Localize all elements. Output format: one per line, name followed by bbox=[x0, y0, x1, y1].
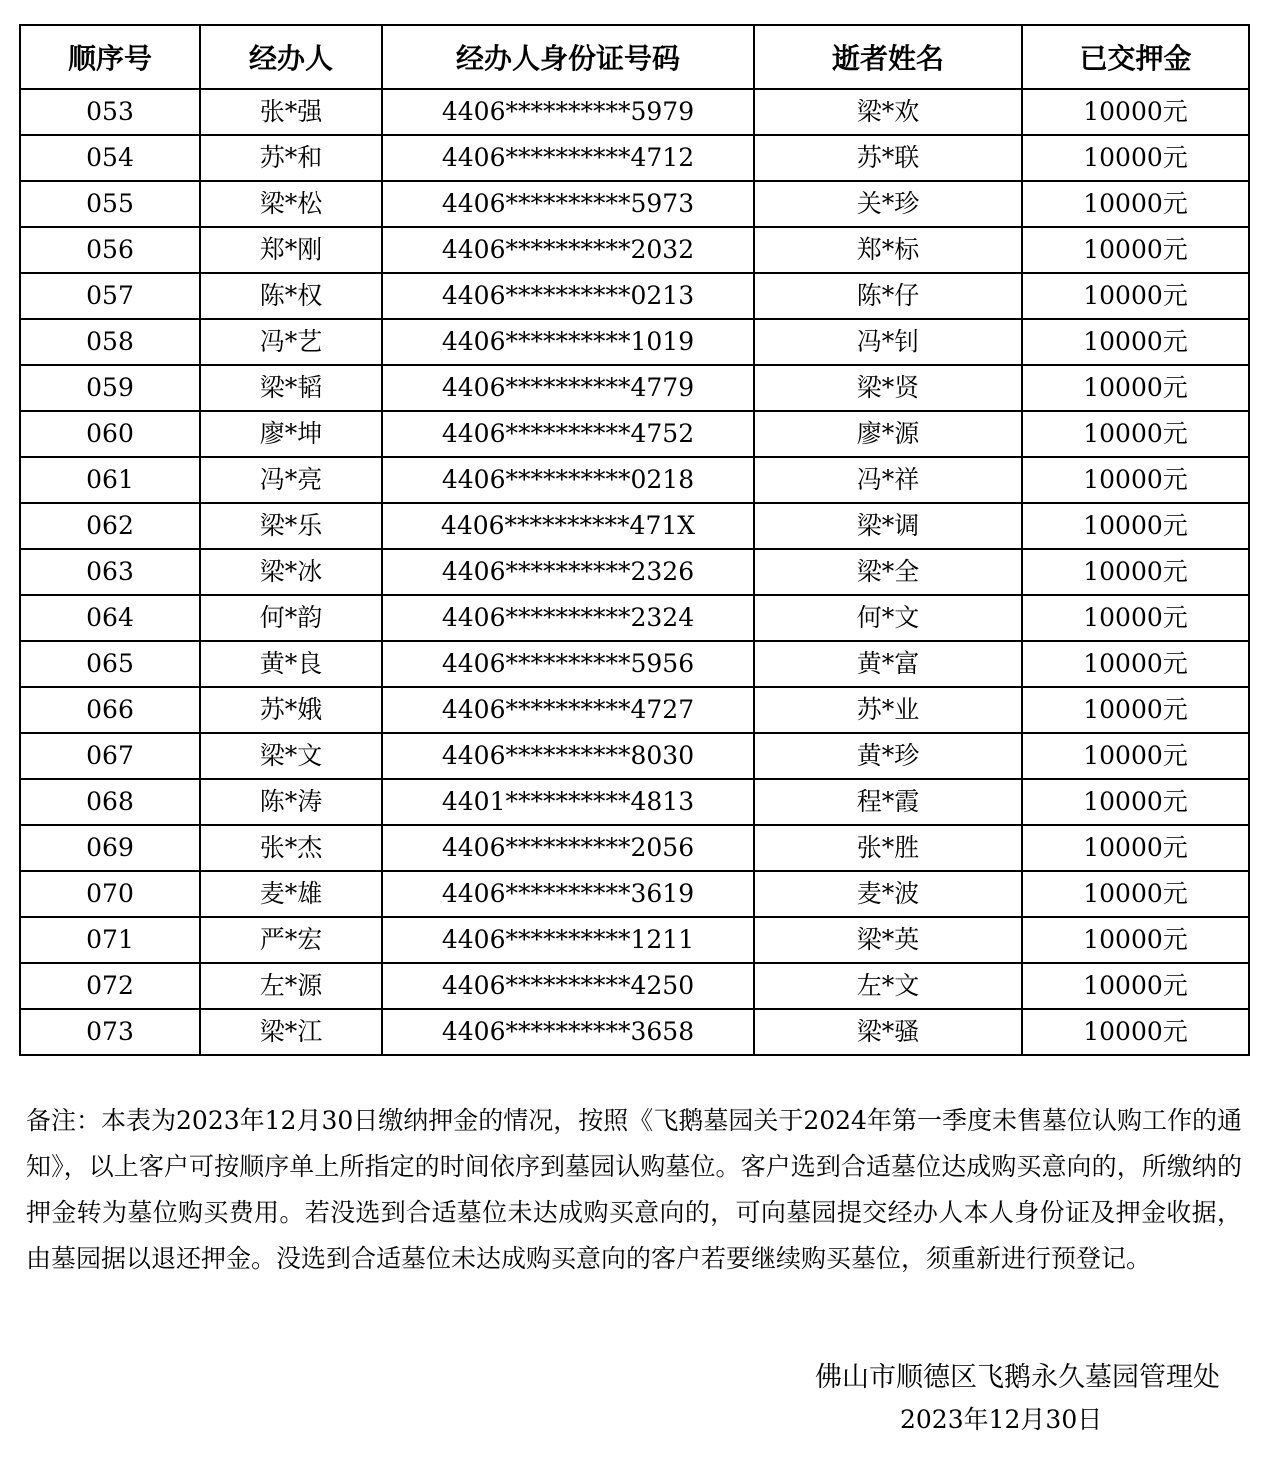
cell-sequence: 053 bbox=[20, 89, 200, 135]
table-row bbox=[20, 1009, 1249, 1055]
table-row bbox=[20, 549, 1249, 595]
cell-agent-id: 4406**********4250 bbox=[382, 963, 754, 1009]
cell-agent: 麦*雄 bbox=[200, 871, 382, 917]
cell-sequence: 070 bbox=[20, 871, 200, 917]
table-row bbox=[20, 595, 1249, 641]
cell-deposit: 10000元 bbox=[1022, 917, 1249, 963]
cell-sequence: 059 bbox=[20, 365, 200, 411]
cell-deceased: 关*珍 bbox=[754, 181, 1022, 227]
cell-deposit: 10000元 bbox=[1022, 549, 1249, 595]
table-row bbox=[20, 365, 1249, 411]
cell-agent: 张*强 bbox=[200, 89, 382, 135]
cell-agent-id: 4406**********2324 bbox=[382, 595, 754, 641]
cell-sequence: 061 bbox=[20, 457, 200, 503]
cell-agent: 廖*坤 bbox=[200, 411, 382, 457]
cell-deceased: 何*文 bbox=[754, 595, 1022, 641]
cell-agent-id: 4406**********4712 bbox=[382, 135, 754, 181]
cell-deceased: 麦*波 bbox=[754, 871, 1022, 917]
cell-agent: 冯*艺 bbox=[200, 319, 382, 365]
cell-deposit: 10000元 bbox=[1022, 1009, 1249, 1055]
cell-agent-id: 4401**********4813 bbox=[382, 779, 754, 825]
cell-sequence: 064 bbox=[20, 595, 200, 641]
cell-sequence: 054 bbox=[20, 135, 200, 181]
cell-deceased: 冯*祥 bbox=[754, 457, 1022, 503]
cell-sequence: 066 bbox=[20, 687, 200, 733]
cell-agent-id: 4406**********2032 bbox=[382, 227, 754, 273]
header-sequence: 顺序号 bbox=[20, 25, 200, 89]
cell-agent-id: 4406**********1211 bbox=[382, 917, 754, 963]
table-row bbox=[20, 227, 1249, 273]
table-row bbox=[20, 89, 1249, 135]
table-row bbox=[20, 319, 1249, 365]
table-row bbox=[20, 733, 1249, 779]
cell-deposit: 10000元 bbox=[1022, 595, 1249, 641]
cell-agent: 陈*涛 bbox=[200, 779, 382, 825]
cell-deposit: 10000元 bbox=[1022, 457, 1249, 503]
table-row bbox=[20, 917, 1249, 963]
table-row bbox=[20, 411, 1249, 457]
cell-agent: 何*韵 bbox=[200, 595, 382, 641]
cell-deceased: 张*胜 bbox=[754, 825, 1022, 871]
cell-agent: 黄*良 bbox=[200, 641, 382, 687]
cell-deposit: 10000元 bbox=[1022, 641, 1249, 687]
cell-deceased: 黄*富 bbox=[754, 641, 1022, 687]
cell-deposit: 10000元 bbox=[1022, 227, 1249, 273]
cell-deceased: 梁*英 bbox=[754, 917, 1022, 963]
cell-sequence: 057 bbox=[20, 273, 200, 319]
cell-agent-id: 4406**********5973 bbox=[382, 181, 754, 227]
cell-agent: 苏*和 bbox=[200, 135, 382, 181]
cell-sequence: 063 bbox=[20, 549, 200, 595]
cell-sequence: 072 bbox=[20, 963, 200, 1009]
cell-deceased: 梁*调 bbox=[754, 503, 1022, 549]
note-paragraph: 备注：本表为2023年12月30日缴纳押金的情况，按照《飞鹅墓园关于2024年第一季度未售墓位认购工作的通知》，以上客户可按顺序单上所指定的时间依序到墓园认购墓位。客户选到合适墓位达成购买意向的，所缴纳的押金转为墓位购买费用。若没选到合适墓位未达成购买意向的，可向墓园提交经办人本人身份证及押金收据，由墓园据以退还押金。没选到合适墓位未达成购买意向的客户若要继续购买墓位，须重新进行预登记。 bbox=[26, 1106, 1242, 1273]
cell-sequence: 069 bbox=[20, 825, 200, 871]
cell-deceased: 梁*全 bbox=[754, 549, 1022, 595]
signature-organization: 佛山市顺德区飞鹅永久墓园管理处 bbox=[815, 1362, 1220, 1393]
cell-deposit: 10000元 bbox=[1022, 733, 1249, 779]
cell-agent: 苏*娥 bbox=[200, 687, 382, 733]
cell-sequence: 055 bbox=[20, 181, 200, 227]
table-row bbox=[20, 825, 1249, 871]
cell-sequence: 060 bbox=[20, 411, 200, 457]
cell-deceased: 陈*仔 bbox=[754, 273, 1022, 319]
cell-agent-id: 4406**********3658 bbox=[382, 1009, 754, 1055]
table-row bbox=[20, 503, 1249, 549]
cell-deceased: 廖*源 bbox=[754, 411, 1022, 457]
cell-agent: 张*杰 bbox=[200, 825, 382, 871]
cell-agent: 冯*亮 bbox=[200, 457, 382, 503]
cell-deceased: 郑*标 bbox=[754, 227, 1022, 273]
cell-deposit: 10000元 bbox=[1022, 181, 1249, 227]
cell-deceased: 左*文 bbox=[754, 963, 1022, 1009]
table-row bbox=[20, 687, 1249, 733]
cell-deposit: 10000元 bbox=[1022, 135, 1249, 181]
table-row bbox=[20, 457, 1249, 503]
cell-deposit: 10000元 bbox=[1022, 871, 1249, 917]
header-agent: 经办人 bbox=[200, 25, 382, 89]
cell-agent: 梁*乐 bbox=[200, 503, 382, 549]
cell-sequence: 073 bbox=[20, 1009, 200, 1055]
cell-deceased: 程*霞 bbox=[754, 779, 1022, 825]
cell-agent: 梁*冰 bbox=[200, 549, 382, 595]
cell-agent-id: 4406**********3619 bbox=[382, 871, 754, 917]
cell-deceased: 黄*珍 bbox=[754, 733, 1022, 779]
header-row bbox=[20, 25, 1249, 89]
cell-agent: 陈*权 bbox=[200, 273, 382, 319]
table-row bbox=[20, 273, 1249, 319]
table-row bbox=[20, 181, 1249, 227]
cell-agent-id: 4406**********2056 bbox=[382, 825, 754, 871]
cell-agent-id: 4406**********4752 bbox=[382, 411, 754, 457]
cell-agent-id: 4406**********471X bbox=[382, 503, 754, 549]
cell-deposit: 10000元 bbox=[1022, 411, 1249, 457]
cell-deposit: 10000元 bbox=[1022, 825, 1249, 871]
cell-sequence: 065 bbox=[20, 641, 200, 687]
cell-agent-id: 4406**********0213 bbox=[382, 273, 754, 319]
cell-agent-id: 4406**********5956 bbox=[382, 641, 754, 687]
table-row bbox=[20, 871, 1249, 917]
cell-sequence: 056 bbox=[20, 227, 200, 273]
table-row bbox=[20, 963, 1249, 1009]
cell-deposit: 10000元 bbox=[1022, 89, 1249, 135]
cell-deposit: 10000元 bbox=[1022, 319, 1249, 365]
cell-sequence: 067 bbox=[20, 733, 200, 779]
cell-agent-id: 4406**********8030 bbox=[382, 733, 754, 779]
cell-deceased: 冯*钊 bbox=[754, 319, 1022, 365]
cell-agent: 郑*刚 bbox=[200, 227, 382, 273]
cell-agent: 严*宏 bbox=[200, 917, 382, 963]
cell-sequence: 062 bbox=[20, 503, 200, 549]
cell-deceased: 梁*欢 bbox=[754, 89, 1022, 135]
cell-sequence: 058 bbox=[20, 319, 200, 365]
cell-agent: 梁*文 bbox=[200, 733, 382, 779]
cell-deposit: 10000元 bbox=[1022, 273, 1249, 319]
table-body bbox=[20, 89, 1249, 1055]
cell-agent: 梁*江 bbox=[200, 1009, 382, 1055]
header-agent-id: 经办人身份证号码 bbox=[382, 25, 754, 89]
cell-agent-id: 4406**********1019 bbox=[382, 319, 754, 365]
cell-sequence: 071 bbox=[20, 917, 200, 963]
cell-deceased: 苏*业 bbox=[754, 687, 1022, 733]
cell-deceased: 苏*联 bbox=[754, 135, 1022, 181]
cell-agent-id: 4406**********4727 bbox=[382, 687, 754, 733]
table-row bbox=[20, 135, 1249, 181]
cell-deposit: 10000元 bbox=[1022, 963, 1249, 1009]
cell-agent: 左*源 bbox=[200, 963, 382, 1009]
cell-deposit: 10000元 bbox=[1022, 779, 1249, 825]
cell-agent: 梁*松 bbox=[200, 181, 382, 227]
signature-date: 2023年12月30日 bbox=[900, 1405, 1103, 1434]
cell-agent: 梁*韬 bbox=[200, 365, 382, 411]
cell-deceased: 梁*骚 bbox=[754, 1009, 1022, 1055]
header-deposit: 已交押金 bbox=[1022, 25, 1249, 89]
cell-deposit: 10000元 bbox=[1022, 503, 1249, 549]
cell-deceased: 梁*贤 bbox=[754, 365, 1022, 411]
cell-agent-id: 4406**********4779 bbox=[382, 365, 754, 411]
header-deceased: 逝者姓名 bbox=[754, 25, 1022, 89]
table-row bbox=[20, 779, 1249, 825]
cell-agent-id: 4406**********5979 bbox=[382, 89, 754, 135]
cell-agent-id: 4406**********2326 bbox=[382, 549, 754, 595]
table-row bbox=[20, 641, 1249, 687]
cell-sequence: 068 bbox=[20, 779, 200, 825]
cell-deposit: 10000元 bbox=[1022, 687, 1249, 733]
deposit-table bbox=[19, 24, 1250, 1056]
cell-agent-id: 4406**********0218 bbox=[382, 457, 754, 503]
cell-deposit: 10000元 bbox=[1022, 365, 1249, 411]
